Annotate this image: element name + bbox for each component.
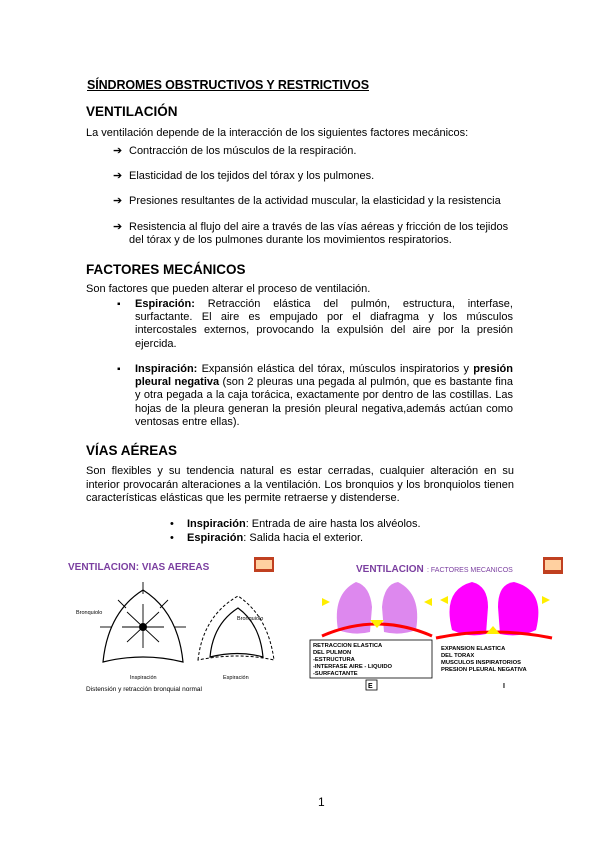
ventilacion-item: ➔ Elasticidad de los tejidos del tórax y los pulmones. bbox=[113, 170, 375, 182]
svg-text:Bronquiolo: Bronquiolo bbox=[237, 616, 264, 622]
figure-left-caption: Distensión y retracción bronquial normal bbox=[86, 686, 202, 693]
vias-inspiracion-item: • Inspiración: Entrada de aire hasta los alvéolos. bbox=[170, 518, 421, 530]
arrow-icon: ➔ bbox=[113, 170, 123, 182]
vias-text: Son flexibles y su tendencia natural es estar cerradas, cualquier alteración en su interior provocarán alteraciones a la ventilación. Los bronquios y los bronquiolos tienen características elásticas que les permite retraerse y distenderse. bbox=[86, 465, 514, 505]
svg-text:MUSCULOS INSPIRATORIOS: MUSCULOS INSPIRATORIOS bbox=[441, 660, 521, 666]
factores-intro: Son factores que pueden alterar el proceso de ventilación. bbox=[86, 283, 371, 295]
svg-text:RETRACCION ELASTICA: RETRACCION ELASTICA bbox=[313, 643, 383, 649]
heading-factores: FACTORES MECÁNICOS bbox=[86, 262, 246, 277]
square-bullet-icon: ▪ bbox=[117, 364, 121, 375]
bullet-icon: • bbox=[170, 532, 174, 544]
arrow-icon bbox=[542, 596, 550, 604]
lung-left-inspiration bbox=[450, 582, 489, 635]
arrow-icon bbox=[440, 596, 448, 604]
arrow-icon: ➔ bbox=[113, 145, 123, 157]
svg-text:EXPANSION ELASTICA: EXPANSION ELASTICA bbox=[441, 646, 506, 652]
vias-espiracion-item: • Espiración: Salida hacia el exterior. bbox=[170, 532, 364, 544]
svg-text:Espiración: Espiración bbox=[223, 675, 249, 681]
ventilacion-item: ➔ Presiones resultantes de la actividad muscular, la elasticidad y la resistencia bbox=[113, 195, 501, 207]
arrow-icon bbox=[486, 626, 500, 634]
factores-mecanicos-illustration bbox=[300, 552, 580, 702]
svg-text:: FACTORES MECANICOS: : FACTORES MECANICOS bbox=[427, 567, 513, 574]
heading-vias: VÍAS AÉREAS bbox=[86, 443, 178, 458]
ventilacion-item: ➔ Resistencia al flujo del aire a través de las vías aéreas y fricción de los tejidos del tórax y de los pulmones durante los movimientos respiratorios. bbox=[113, 221, 509, 247]
ventilacion-item: ➔ Contracción de los músculos de la respiración. bbox=[113, 145, 357, 157]
svg-text:PRESION PLEURAL NEGATIVA: PRESION PLEURAL NEGATIVA bbox=[441, 667, 527, 673]
bullet-icon: • bbox=[170, 518, 174, 530]
figure-vias-aereas bbox=[60, 552, 290, 702]
heading-ventilacion: VENTILACIÓN bbox=[86, 104, 178, 119]
svg-text:Bronquiolo: Bronquiolo bbox=[76, 610, 103, 616]
svg-text:Inspiración: Inspiración bbox=[130, 675, 157, 681]
square-bullet-icon: ▪ bbox=[117, 299, 121, 310]
espiracion-bullet: ▪ Espiración: Retracción elástica del pulmón, estructura, interfase, surfactante. El aire es empujado por el diafragma y los músculos intercostales externos, provocando la expulsión del aire por la presión ejercida. bbox=[117, 298, 513, 350]
tag-inspiration: I bbox=[503, 683, 505, 690]
svg-text:-INTERFASE AIRE - LIQUIDO: -INTERFASE AIRE - LIQUIDO bbox=[313, 664, 393, 670]
arrow-icon bbox=[322, 598, 330, 606]
svg-text:VENTILACION: VENTILACION bbox=[356, 564, 424, 575]
arrow-icon: ➔ bbox=[113, 221, 123, 233]
expansion-arrows bbox=[100, 582, 186, 648]
inspiracion-bullet: ▪ Inspiración: Expansión elástica del tórax, músculos inspiratorios y presión pleural negativa (son 2 pleuras una pegada al pulmón, que es bastante fina y otra pegada a la caja torácica, exactamente por dentro de las costillas. Las hojas de la pleura generan la presión pleural negativa,además actúan como ventosas entre ellas). bbox=[117, 363, 513, 428]
figure-factores-mecanicos bbox=[300, 552, 580, 702]
svg-text:-SURFACTANTE: -SURFACTANTE bbox=[313, 671, 358, 677]
page-number: 1 bbox=[318, 795, 325, 809]
tag-expiration: E bbox=[368, 683, 373, 690]
arrow-icon bbox=[424, 598, 432, 606]
document-title: SÍNDROMES OBSTRUCTIVOS Y RESTRICTIVOS bbox=[87, 78, 369, 92]
arrow-icon: ➔ bbox=[113, 195, 123, 207]
svg-text:-ESTRUCTURA: -ESTRUCTURA bbox=[313, 657, 355, 663]
svg-text:DEL PULMON: DEL PULMON bbox=[313, 650, 352, 656]
lung-right-inspiration bbox=[498, 582, 538, 635]
vias-aereas-illustration bbox=[60, 552, 290, 702]
ventilacion-intro: La ventilación depende de la interacción de los siguientes factores mecánicos: bbox=[86, 127, 469, 139]
figure-left-title: VENTILACION: VIAS AEREAS bbox=[68, 562, 210, 573]
svg-text:DEL TORAX: DEL TORAX bbox=[441, 653, 475, 659]
